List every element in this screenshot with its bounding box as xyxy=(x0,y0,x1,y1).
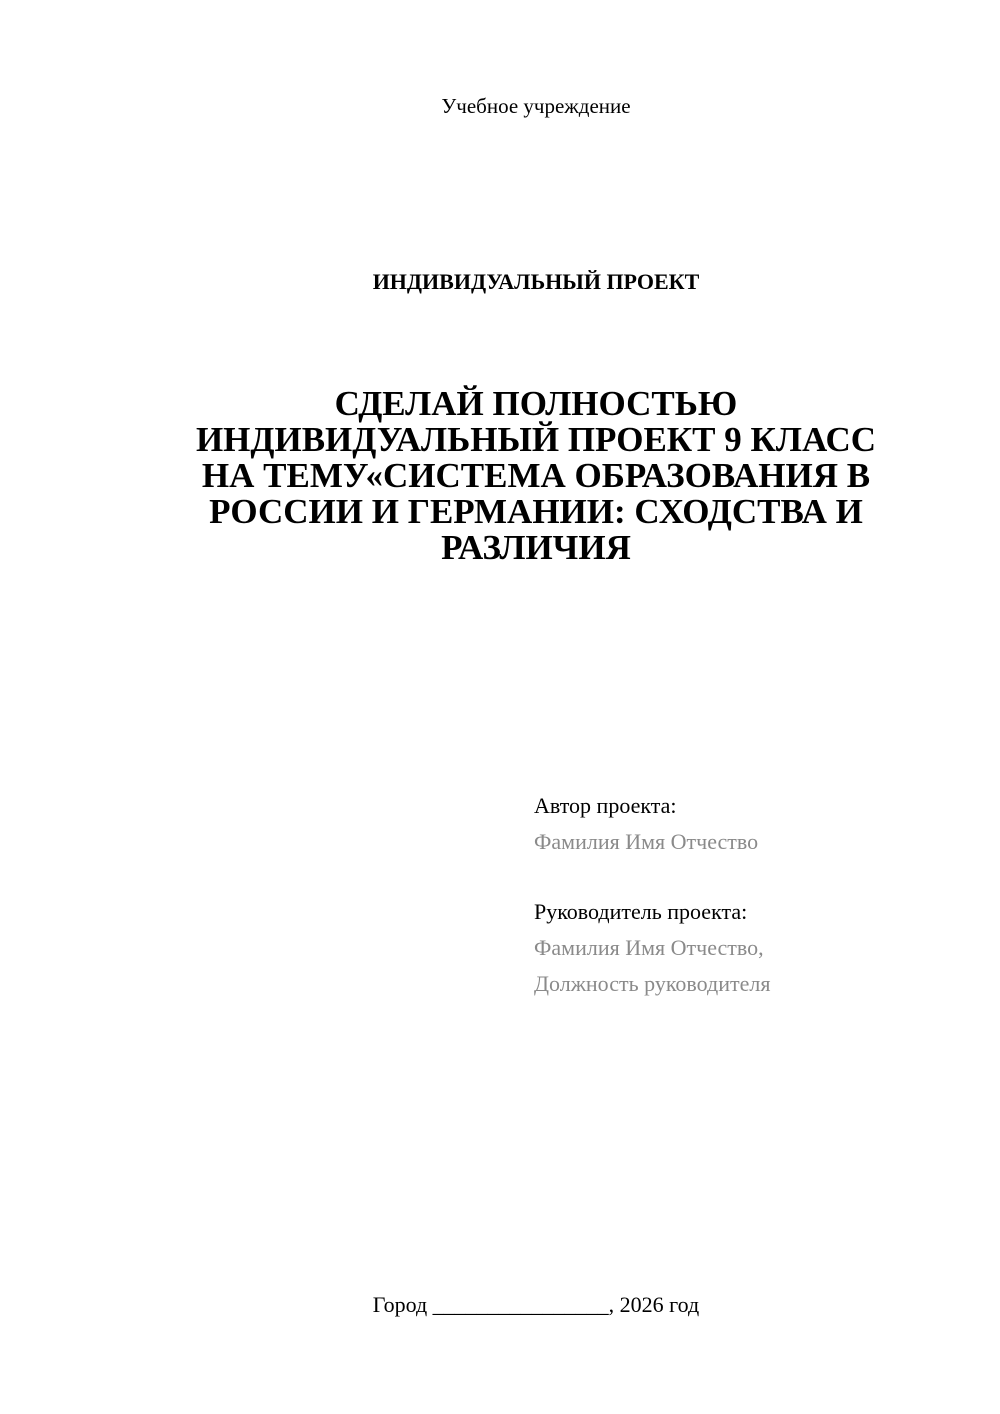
supervisor-name: Фамилия Имя Отчество, xyxy=(534,935,764,960)
project-title-line: РОССИИ И ГЕРМАНИИ: СХОДСТВА И xyxy=(209,492,863,531)
supervisor-position: Должность руководителя xyxy=(534,971,771,996)
project-title-line: РАЗЛИЧИЯ xyxy=(441,528,631,567)
author-name: Фамилия Имя Отчество xyxy=(534,829,759,854)
institution-name: Учебное учреждение xyxy=(441,94,631,118)
city-year-line: Город ________________, 2026 год xyxy=(372,1292,700,1317)
project-credits xyxy=(534,788,974,1002)
supervisor-label: Руководитель проекта: xyxy=(534,899,748,924)
project-title-line: НА ТЕМУ«СИСТЕМА ОБРАЗОВАНИЯ В xyxy=(201,456,871,495)
project-title xyxy=(150,386,922,566)
author-label: Автор проекта: xyxy=(534,793,677,818)
document-type-heading: ИНДИВИДУАЛЬНЫЙ ПРОЕКТ xyxy=(372,269,700,294)
spacer xyxy=(534,860,974,894)
project-title-line: ИНДИВИДУАЛЬНЫЙ ПРОЕКТ 9 КЛАСС xyxy=(195,420,877,459)
project-title-line: СДЕЛАЙ ПОЛНОСТЬЮ xyxy=(334,384,738,423)
